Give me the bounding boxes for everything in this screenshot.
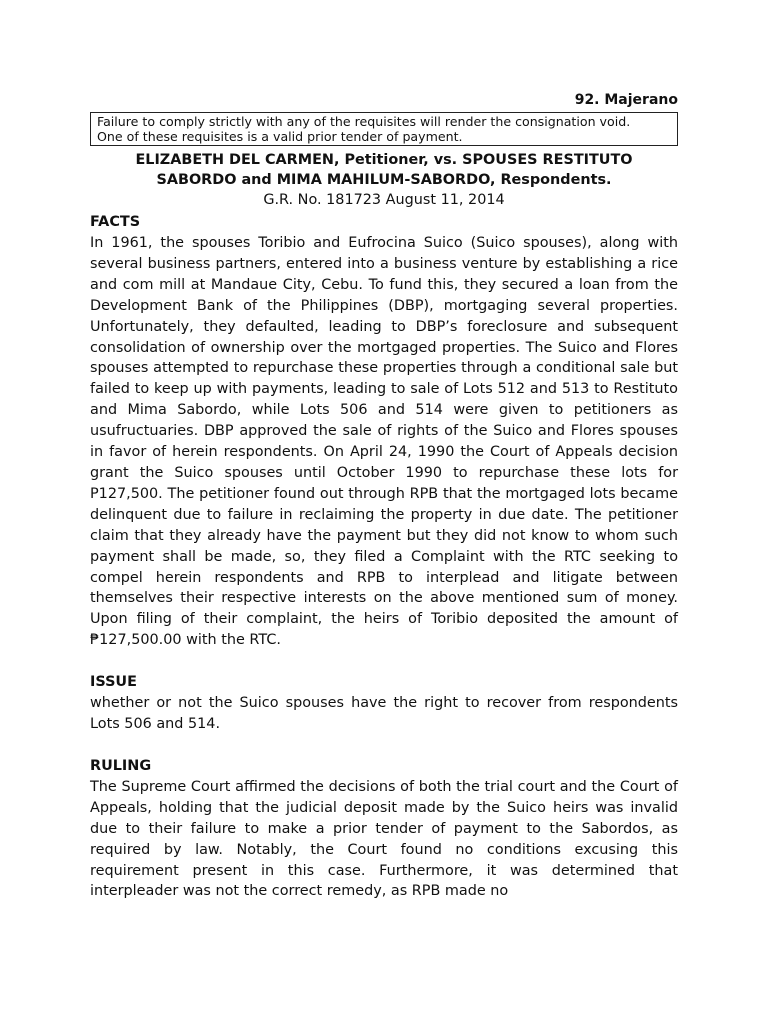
facts-heading: FACTS (90, 214, 141, 230)
ruling-text: The Supreme Court affirmed the decisions of both the trial court and the Court of Appeals, holding that the judicial deposit made by the Suico heirs was invalid due to their failure to make a prior tender of payment to the Sabordos, as required by law. Notably, the Court found no conditions excusing this requirement present in this case. Furthermore, it was determined that interpleader was not the correct remedy, as RPB made no (90, 778, 678, 900)
caption-line-1: ELIZABETH DEL CARMEN, Petitioner, vs. SPOUSES RESTITUTO (135, 152, 633, 168)
doctrine-box (90, 112, 678, 146)
caption-line-2: SABORDO and MIMA MAHILUM-SABORDO, Respondents. (156, 172, 612, 188)
issue-heading: ISSUE (90, 674, 137, 691)
section-spacer (90, 651, 678, 672)
doctrine-line-2: One of these requisites is a valid prior tender of payment. (97, 129, 463, 144)
doctrine-line-1: Failure to comply strictly with any of the requisites will render the consignation void. (97, 114, 631, 129)
facts-text: In 1961, the spouses Toribio and Eufrocina Suico (Suico spouses), along with several business partners, entered into a business venture by establishing a rice and com mill at Mandaue City, Cebu. To fund this, they secured a loan from the Development Bank of the Philippines (DBP), mortgaging several properties. Unfortunately, they defaulted, leading to DBP’s foreclosure and subsequent consolidation of ownership over the mortgaged properties. The Suico and Flores spouses attempted to repurchase these properties through a conditional sale but failed to keep up with payments, leading to sale of Lots 512 and 513 to Restituto and Mima Sabordo, while Lots 506 and 514 were given to petitioners as usufructuaries. DBP approved the sale of rights of the Suico and Flores spouses in favor of herein respondents. On April 24, 1990 the Court of Appeals decision grant the Suico spouses until October 1990 to repurchase these lots for P127,500. The petitioner found out through RPB that the mortgaged lots became delinquent due to failure in reclaiming the property in due date. The petitioner claim that they already have the payment but they did not know to whom such payment shall be made, so, they filed a Complaint with the RTC seeking to compel herein respondents and RPB to interplead and litigate between themselves their respective interests on the above mentioned sum of money. Upon filing of their complaint, the heirs of Toribio deposited the amount of ₱127,500.00 with the RTC. (90, 235, 678, 649)
gr-number: G.R. No. 181723 August 11, 2014 (263, 192, 505, 208)
ruling-heading: RULING (90, 757, 152, 774)
issue-text: whether or not the Suico spouses have the right to recover from respondents Lots 506 and 514. (90, 695, 678, 733)
case-caption (90, 150, 678, 190)
case-number: 92. Majerano (574, 92, 678, 108)
section-spacer (90, 735, 678, 756)
document-page (90, 90, 678, 902)
